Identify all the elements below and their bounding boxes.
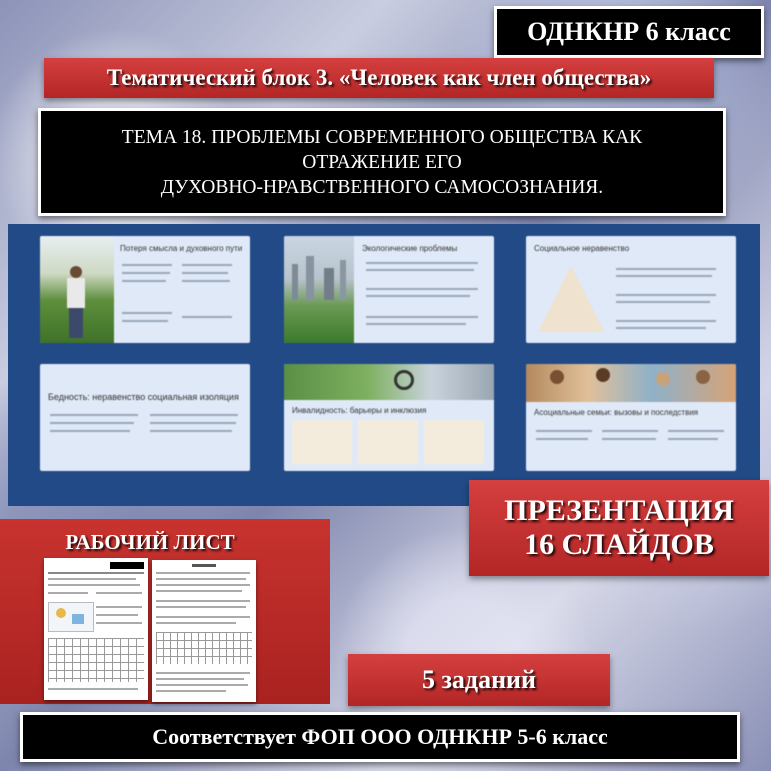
- slide-thumbnail-4: [40, 364, 250, 471]
- worksheet-page-2: [152, 560, 256, 702]
- topic-title: [38, 108, 726, 216]
- presentation-badge: [469, 480, 769, 576]
- slide-thumbnail-1: [40, 236, 250, 343]
- topic-line-3: ДУХОВНО-НРАВСТВЕННОГО САМОСОЗНАНИЯ.: [160, 176, 604, 198]
- topic-line-2: ОТРАЖЕНИЕ ЕГО: [302, 151, 462, 173]
- tasks-badge: 5 заданий: [348, 654, 610, 706]
- pyramid-icon: [536, 264, 606, 334]
- slide-thumbnail-5: [284, 364, 494, 471]
- worksheet-title: РАБОЧИЙ ЛИСТ: [65, 529, 235, 554]
- slide-title-1: Потеря смысла и духовного пути: [120, 244, 243, 253]
- slide-thumbnail-2: [284, 236, 494, 343]
- slide-photo-city: [284, 236, 354, 343]
- fop-compliance-banner: Соответствует ФОП ООО ОДНКНР 5-6 класс: [20, 712, 740, 762]
- slide-photo-wheelchair: [284, 364, 494, 400]
- slide-photo-person: [40, 236, 114, 343]
- slide-title-3: Социальное неравенство: [534, 244, 630, 253]
- slide-title-2: Экологические проблемы: [362, 244, 458, 253]
- slide-photo-family: [526, 364, 736, 402]
- slide-thumbnail-3: [526, 236, 736, 343]
- slide-title-4: Бедность: неравенство социальная изоляция: [48, 392, 239, 402]
- grade-label: ОДНКНР 6 класс: [494, 6, 764, 58]
- slide-thumbnail-6: [526, 364, 736, 471]
- worksheet-page-1: [44, 558, 148, 700]
- topic-line-1: ТЕМА 18. ПРОБЛЕМЫ СОВРЕМЕННОГО ОБЩЕСТВА КАК: [121, 126, 643, 148]
- slide-title-6: Асоциальные семьи: вызовы и последствия: [534, 408, 699, 417]
- slide-title-5: Инвалидность: барьеры и инклюзия: [292, 406, 427, 415]
- slides-preview-panel: [8, 224, 760, 506]
- presentation-line-2: 16 СЛАЙДОВ: [524, 528, 714, 561]
- thematic-block-banner: Тематический блок 3. «Человек как член общества»: [44, 58, 714, 98]
- presentation-line-1: ПРЕЗЕНТАЦИЯ: [504, 494, 734, 527]
